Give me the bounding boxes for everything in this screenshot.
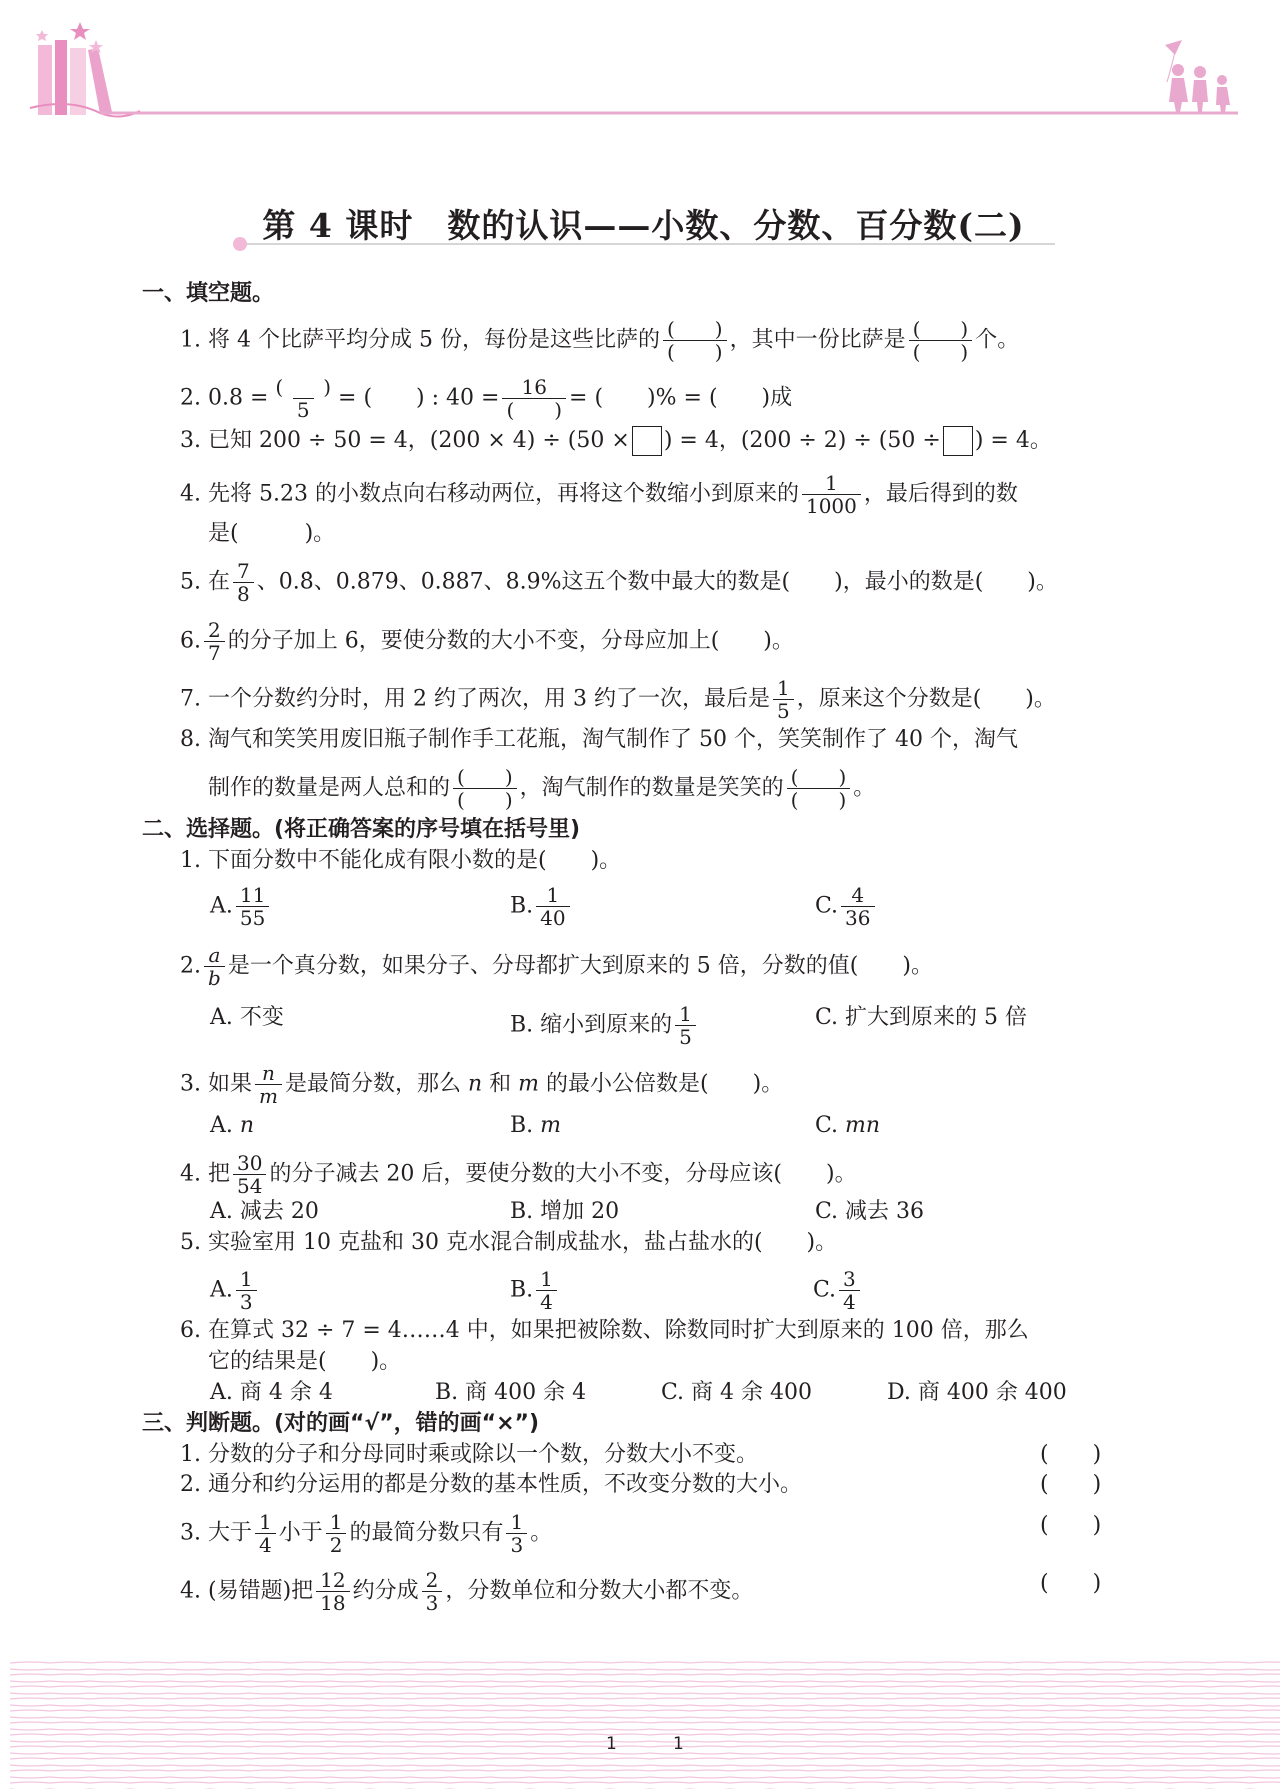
- s3-q2: 2. 通分和约分运用的都是分数的基本性质，不改变分数的大小。: [180, 1472, 802, 1497]
- s1-q6: 6. $\frac{2}{7}$ 的分子加上 6，要使分数的大小不变，分母应加上( )。: [180, 618, 794, 665]
- s1-q4: 4. 先将 5.23 的小数点向右移动两位，再将这个数缩小到原来的 $\frac{1}{1000}$ ，最后得到的数: [180, 471, 1018, 518]
- fraction: ( ) 5: [275, 375, 332, 422]
- blank-fraction: ( ) ( ): [663, 318, 727, 363]
- s2-q6-option-c: C. 商 4 余 400: [661, 1380, 813, 1405]
- s2-q5-option-a: A. $\frac{1}{3}$: [210, 1268, 260, 1313]
- s1-q1: [180, 318, 1019, 363]
- s1-q7: 7. 一个分数约分时，用 2 约了两次，用 3 约了一次，最后是 $\frac{1}{5}$ ，原来这个分数是( )。: [180, 676, 1056, 723]
- title-underline: [200, 236, 1060, 252]
- blank-fraction: ( ) ( ): [787, 766, 851, 811]
- s2-q6-option-d: D. 商 400 余 400: [887, 1380, 1067, 1405]
- wave-line: [10, 1746, 1280, 1747]
- s2-q1: 1. 下面分数中不能化成有限小数的是( )。: [180, 848, 622, 873]
- page-number-left: 1: [606, 1734, 617, 1754]
- section-3-heading: 三、判断题。(对的画“√”，错的画“×”): [142, 1411, 540, 1436]
- wave-line: [10, 1710, 1280, 1711]
- s2-q1-option-a: A. $\frac{11}{55}$: [210, 884, 272, 929]
- header-decoration: [0, 0, 1287, 130]
- s2-q5-option-c: C. $\frac{3}{4}$: [813, 1268, 863, 1313]
- answer-box: [943, 426, 973, 456]
- s2-q2-option-c: C. 扩大到原来的 5 倍: [815, 1005, 1028, 1030]
- s2-q5: 5. 实验室用 10 克盐和 30 克水混合制成盐水，盐占盐水的( )。: [180, 1230, 838, 1255]
- fraction: $\frac{1}{5}$: [773, 677, 794, 722]
- s1-q8-cont: 制作的数量是两人总和的 ( ) ( ) ，淘气制作的数量是笑笑的 ( ) ( ) 。: [208, 765, 876, 812]
- wave-line: [10, 1698, 1280, 1699]
- s1-q4-cont: 是( )。: [208, 521, 336, 546]
- blank-fraction: ( ) ( ): [453, 766, 517, 811]
- fraction: 16 ( ): [502, 376, 566, 421]
- s1-q5: 5. 在 $\frac{7}{8}$ 、0.8̇、0.879、0.887、8.9%这五个数中最大的数是( )，最小的数是( )。: [180, 559, 1058, 606]
- answer-box: [632, 426, 662, 456]
- wave-line: [10, 1669, 1280, 1670]
- s2-q2-option-b: B. 缩小到原来的 $\frac{1}{5}$: [510, 1003, 699, 1048]
- s2-q3: 3. 如果 $\frac{n}{m}$ 是最简分数，那么 n 和 m 的最小公倍数是( )。: [180, 1061, 784, 1108]
- wave-line: [10, 1777, 1280, 1778]
- s3-q4: 4. (易错题)把 $\frac{12}{18}$ 约分成 $\frac{2}{3}$ ，分数单位和分数大小都不变。: [180, 1568, 754, 1615]
- s2-q2: 2. $\frac{a}{b}$ 是一个真分数，如果分子、分母都扩大到原来的 5 倍，分数的值( )。: [180, 943, 933, 990]
- section-1-heading: 一、填空题。: [142, 281, 275, 306]
- s2-q3-option-a: A. n: [210, 1113, 255, 1138]
- s2-q6: 6. 在算式 32 ÷ 7 = 4……4 中，如果把被除数、除数同时扩大到原来的 100 倍，那么: [180, 1318, 1029, 1343]
- s2-q4-option-a: A. 减去 20: [210, 1199, 319, 1224]
- kite-children-icon: [1165, 40, 1230, 113]
- s2-q6-option-b: B. 商 400 余 4: [435, 1380, 587, 1405]
- wave-line: [10, 1741, 1280, 1742]
- footer-wave-decoration: [10, 1657, 1280, 1789]
- wave-line: [10, 1674, 1280, 1675]
- s2-q2-option-a: A. 不变: [210, 1005, 284, 1030]
- s2-q6-cont: 它的结果是( )。: [208, 1349, 402, 1374]
- s1-q1-text-b: ，其中一份比萨是: [729, 327, 906, 353]
- page-number-right: 1: [673, 1734, 684, 1754]
- wave-line: [10, 1758, 1280, 1759]
- wave-line: [10, 1770, 1280, 1771]
- s2-q5-option-b: B. $\frac{1}{4}$: [510, 1268, 560, 1313]
- s2-q4-option-c: C. 减去 36: [815, 1199, 925, 1224]
- s3-q1: 1. 分数的分子和分母同时乘或除以一个数，分数大小不变。: [180, 1442, 758, 1467]
- s3-q2-paren: ( ): [1040, 1472, 1102, 1497]
- s2-q1-option-b: B. $\frac{1}{40}$: [510, 884, 573, 929]
- wave-line: [10, 1765, 1280, 1766]
- wave-line: [10, 1722, 1280, 1723]
- wave-line: [10, 1681, 1280, 1682]
- s1-q8: 8. 淘气和笑笑用废旧瓶子制作手工花瓶，淘气制作了 50 个，笑笑制作了 40 个，淘气: [180, 727, 1018, 752]
- wave-line: [10, 1686, 1280, 1687]
- s1-q2: 2. 0.8 = ( ) 5 = ( ) : 40 = 16 ( ) = ( )% = ( )成: [180, 375, 793, 422]
- fraction: $\frac{1}{1000}$: [802, 472, 861, 517]
- wave-line: [10, 1693, 1280, 1694]
- wave-line: [10, 1662, 1280, 1663]
- s2-q6-option-a: A. 商 4 余 4: [210, 1380, 333, 1405]
- s3-q4-paren: ( ): [1040, 1571, 1102, 1596]
- s3-q3-paren: ( ): [1040, 1513, 1102, 1538]
- fraction: $\frac{2}{7}$: [204, 619, 225, 664]
- s2-q4: 4. 把 $\frac{30}{54}$ 的分子减去 20 后，要使分数的大小不变，分母应该( )。: [180, 1151, 857, 1198]
- s1-q1-text-c: 个。: [975, 327, 1020, 353]
- s3-q1-paren: ( ): [1040, 1442, 1102, 1467]
- s2-q1-option-c: C. $\frac{4}{36}$: [815, 884, 878, 929]
- wave-line: [10, 1729, 1280, 1730]
- wave-line: [10, 1782, 1280, 1783]
- wave-line: [10, 1705, 1280, 1706]
- section-2-heading: 二、选择题。(将正确答案的序号填在括号里): [142, 817, 581, 842]
- s1-q3: 3. 已知 200 ÷ 50 = 4，(200 × 4) ÷ (50 × ) = 4，(200 ÷ 2) ÷ (50 ÷ ) = 4。: [180, 426, 1052, 456]
- wave-line: [10, 1753, 1280, 1754]
- s1-q1-text-a: 1. 将 4 个比萨平均分成 5 份，每份是这些比萨的: [180, 327, 660, 353]
- wave-line: [10, 1717, 1280, 1718]
- s2-q3-option-c: C. mn: [815, 1113, 881, 1138]
- s2-q3-option-b: B. m: [510, 1113, 562, 1138]
- page-title: 第 4 课时 数的认识——小数、分数、百分数(二): [262, 206, 1025, 245]
- wave-line: [10, 1734, 1280, 1735]
- books-stars-icon: [30, 22, 140, 117]
- s3-q3: 3. 大于 $\frac{1}{4}$ 小于 $\frac{1}{2}$ 的最简分数只有 $\frac{1}{3}$ 。: [180, 1510, 553, 1557]
- fraction: $\frac{7}{8}$: [233, 560, 254, 605]
- blank-fraction: ( ) ( ): [909, 318, 973, 363]
- s2-q4-option-b: B. 增加 20: [510, 1199, 620, 1224]
